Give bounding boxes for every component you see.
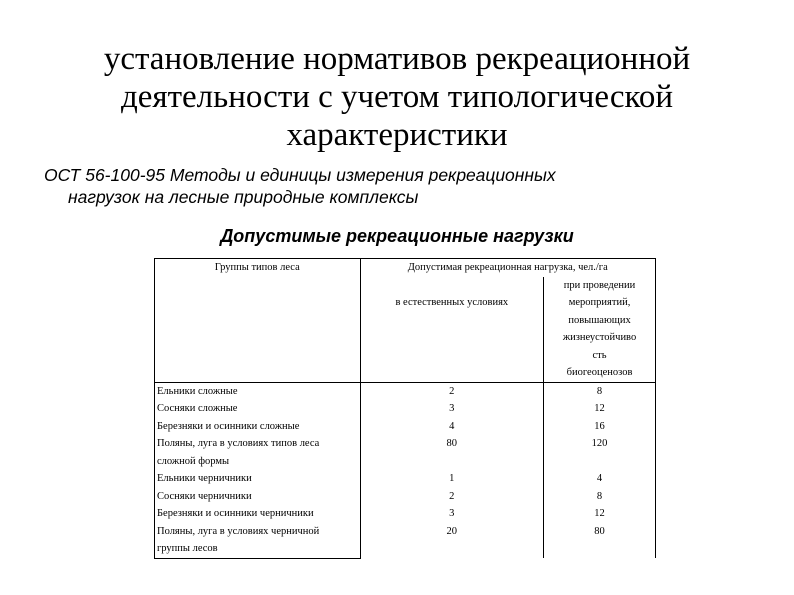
row-natural-value: 3	[360, 400, 544, 418]
header-measures-line: при проведении	[544, 277, 656, 295]
header-measures-line: биогеоценозов	[544, 364, 656, 382]
table-row	[155, 470, 656, 488]
row-natural-value: 3	[360, 505, 544, 523]
header-forest-groups-label: Группы типов леса	[214, 262, 300, 273]
row-measures-value: 120	[544, 435, 656, 470]
row-measures-value: 80	[544, 523, 656, 559]
standard-line-1: ОСТ 56-100-95 Методы и единицы измерения рекреационных	[44, 165, 556, 185]
table-row	[155, 435, 656, 453]
standard-reference	[44, 164, 764, 208]
table-title: Допустимые рекреационные нагрузки	[220, 226, 574, 246]
row-measures-value: 12	[544, 505, 656, 523]
title-line-3: характеристики	[286, 117, 508, 153]
row-forest-group: группы лесов	[155, 540, 361, 558]
recreational-load-table	[154, 258, 656, 559]
row-forest-group: Березняки и осинники черничники	[155, 505, 361, 523]
header-natural-label: в естественных условиях	[395, 296, 509, 308]
row-forest-group: Сосняки черничники	[155, 488, 361, 506]
title-line-1: установление нормативов рекреационной	[103, 41, 691, 77]
header-measures-line: повышающих	[544, 312, 656, 330]
row-natural-value: 1	[360, 470, 544, 488]
table-row	[155, 488, 656, 506]
table-row	[155, 418, 656, 436]
row-measures-value: 12	[544, 400, 656, 418]
slide-title	[0, 40, 794, 154]
row-measures-value: 8	[544, 488, 656, 506]
header-natural-conditions	[360, 277, 544, 383]
row-forest-group: сложной формы	[155, 453, 361, 471]
standard-line-2: нагрузок на лесные природные комплексы	[68, 187, 419, 207]
row-forest-group: Поляны, луга в условиях черничной	[155, 523, 361, 541]
row-forest-group: Ельники сложные	[155, 382, 361, 400]
header-measures-line: жизнеустойчиво	[544, 329, 656, 347]
table-row	[155, 523, 656, 541]
row-forest-group: Ельники черничники	[155, 470, 361, 488]
row-natural-value: 80	[360, 435, 544, 470]
header-allowed-load-label: Допустимая рекреационная нагрузка, чел./га	[407, 262, 608, 273]
table-header-row	[155, 259, 656, 277]
table-row	[155, 382, 656, 400]
header-forest-groups	[155, 259, 361, 383]
header-measures-line: сть	[544, 347, 656, 365]
table-row	[155, 400, 656, 418]
header-allowed-load	[360, 259, 656, 277]
table-row	[155, 505, 656, 523]
title-line-2: деятельности с учетом типологической	[121, 79, 673, 115]
row-forest-group: Сосняки сложные	[155, 400, 361, 418]
row-natural-value: 4	[360, 418, 544, 436]
row-natural-value: 2	[360, 382, 544, 400]
row-measures-value: 16	[544, 418, 656, 436]
row-natural-value: 20	[360, 523, 544, 559]
row-measures-value: 4	[544, 470, 656, 488]
header-measures-line: мероприятий,	[544, 294, 656, 312]
row-forest-group: Березняки и осинники сложные	[155, 418, 361, 436]
row-measures-value: 8	[544, 382, 656, 400]
row-natural-value: 2	[360, 488, 544, 506]
row-forest-group: Поляны, луга в условиях типов леса	[155, 435, 361, 453]
